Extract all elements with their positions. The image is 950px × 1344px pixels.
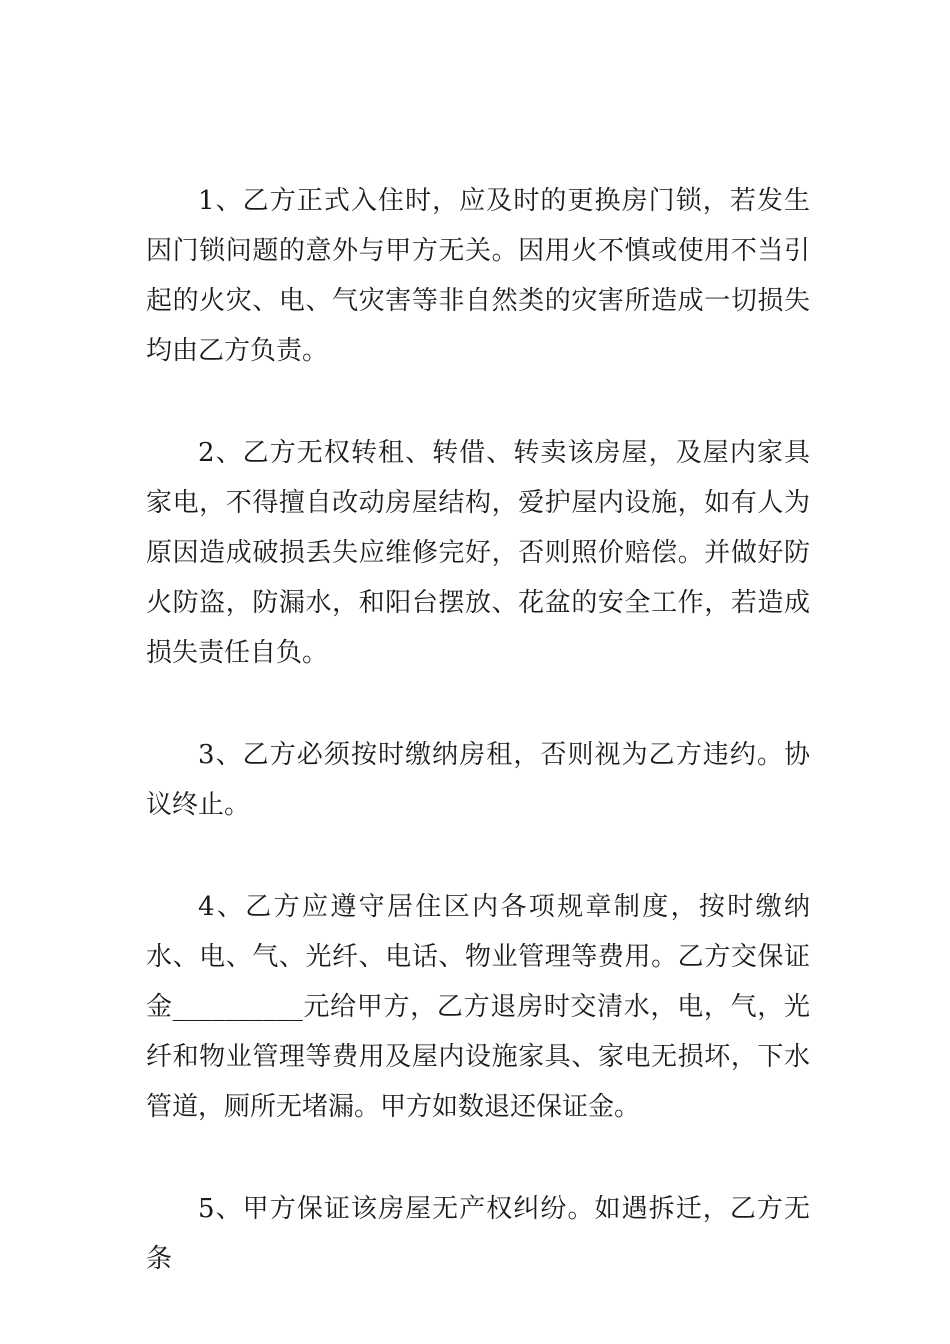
document-body bbox=[146, 176, 810, 1284]
clause-5: 5、甲方保证该房屋无产权纠纷。如遇拆迁，乙方无条 bbox=[146, 1194, 810, 1274]
clause-3: 3、乙方必须按时缴纳房租，否则视为乙方违约。协议终止。 bbox=[146, 740, 810, 820]
clause-1: 1、乙方正式入住时，应及时的更换房门锁，若发生因门锁问题的意外与甲方无关。因用火不慎或使用不当引起的火灾、电、气灾害等非自然类的灾害所造成一切损失均由乙方负责。 bbox=[146, 186, 810, 366]
clause-4: 4、乙方应遵守居住区内各项规章制度，按时缴纳水、电、气、光纤、电话、物业管理等费用。乙方交保证金__________元给甲方，乙方退房时交清水，电，气，光纤和物业管理等费用及屋内设施家具、家电无损坏，下水管道，厕所无堵漏。甲方如数退还保证金。 bbox=[146, 892, 810, 1122]
clause-2: 2、乙方无权转租、转借、转卖该房屋，及屋内家具家电，不得擅自改动房屋结构，爱护屋内设施，如有人为原因造成破损丢失应维修完好，否则照价赔偿。并做好防火防盗，防漏水，和阳台摆放、花盆的安全工作，若造成损失责任自负。 bbox=[146, 438, 810, 668]
